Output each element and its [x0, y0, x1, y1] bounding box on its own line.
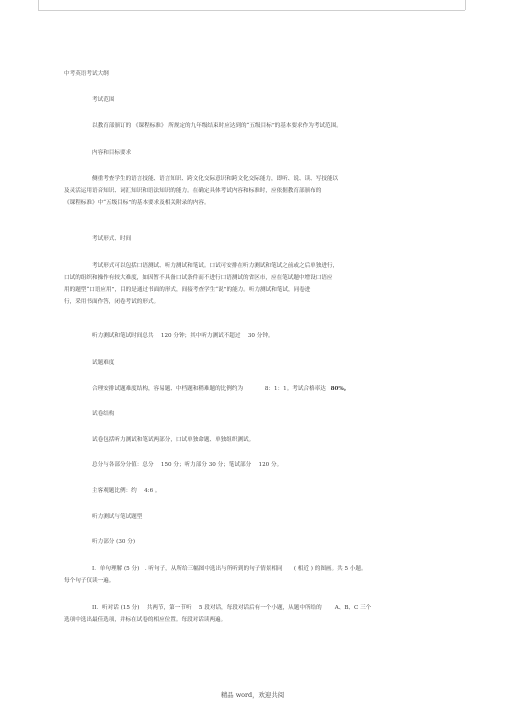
paragraph-line: 每个句子仅读一遍。 [64, 578, 115, 584]
header-corner-right [465, 0, 466, 10]
paragraph-line: 侧重考查学生的语言技能、语言知识、跨文化交际意识和跨文化交际能力，即听、说、读、写技能以 [92, 176, 339, 182]
ratio-value: 8：1：1。考试合格率达 [264, 386, 326, 392]
paragraph-line: 行，采用书面作答，闭卷考试的形式。 [64, 299, 160, 305]
section-heading: 听力部分 (30 分) [92, 539, 136, 545]
document-title: 中考英语考试大纲 [64, 71, 109, 77]
paragraph-part: 合理安排试题难度结构，容易题、中档题和稍难题的比例约为 [92, 386, 244, 392]
paragraph-line: II．听对话 (15 分) 共两节，第一节听 5 段对话，每段对话后有一个小题，从题中所给的 A、B、C 三个 [92, 605, 372, 611]
header-rule [38, 10, 465, 11]
paragraph-line: 及灵活运用语音知识、词汇知识和语法知识的能力。在确定具体考试内容和标准时，应依据教育部颁布的 [64, 188, 322, 194]
pass-rate-value: 80%。 [330, 386, 350, 392]
section-heading: 试卷结构 [92, 411, 115, 417]
section-heading: 考试范围 [92, 97, 115, 103]
paragraph: 听力测试和笔试时间总共 120 分钟；其中听力测试不超过 30 分钟。 [92, 333, 274, 339]
paragraph-line: 考试形式可以包括口语测试、听力测试和笔试。口试可安排在听力测试和笔试之前或之后单独进行， [92, 263, 339, 269]
paragraph-line: 用的题型“口语应用”，目的是通过书面的形式，间接考查学生“说”的能力。听力测试和笔试，同卷进 [64, 287, 311, 293]
paragraph-line: 《课程标准》中“五级目标”的基本要求及相关附录的内容。 [64, 200, 210, 206]
paragraph: 总分与各部分分值：总分 150 分；听力部分 30 分；笔试部分 120 分。 [92, 462, 283, 468]
paragraph-line: I．单句理解 (5 分) . 听句子，从所给三幅图中选出与所听到的句子情景相同 ( 相近 ) 的图画。共 5 小题。 [92, 566, 367, 572]
section-heading: 考试形式、时间 [92, 236, 132, 242]
paragraph [92, 386, 349, 393]
header-corner-left [38, 0, 39, 10]
page-footer: 精品 word，欢迎共阅 [220, 691, 285, 699]
paragraph-line: 口试的组织和操作有较大难度，如因暂不具备口试条件而不进行口语测试的省区市，应在笔试题中增设口语应 [64, 275, 333, 281]
paragraph: 试卷包括听力测试和笔试两部分，口试单独命题、单独组织测试。 [92, 437, 255, 443]
paragraph: 以教育部颁订的 《课程标准》 所规定的九年级结束时应达到的“五级目标”的基本要求作为考试范围。 [92, 123, 342, 129]
paragraph: 主客观题比例：约 4:6 。 [92, 488, 161, 494]
section-heading: 听力测试与笔试题型 [92, 514, 143, 520]
section-heading: 内容和目标要求 [92, 150, 132, 156]
section-heading: 试题难度 [92, 360, 115, 366]
paragraph-line: 选项中选出最佳选项，并标在试卷的相应位置。每段对话读两遍。 [64, 617, 227, 623]
